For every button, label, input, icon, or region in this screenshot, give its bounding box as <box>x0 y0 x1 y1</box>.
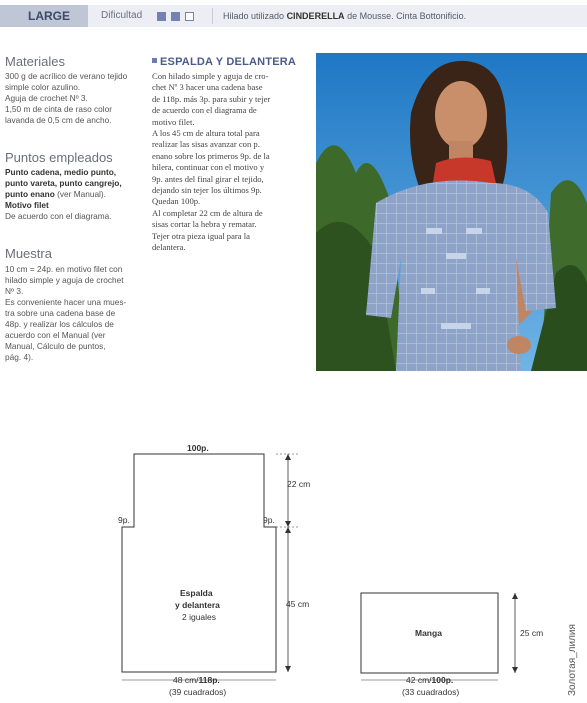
text-line: (ver Manual). <box>57 189 106 199</box>
piece-count: 2 iguales <box>182 612 217 622</box>
text-line: hilado simple y aguja de crochet <box>5 275 124 285</box>
right-decrease-label: 9p. <box>263 515 275 525</box>
sleeve-name: Manga <box>415 628 442 638</box>
watermark-text <box>565 588 579 698</box>
muestra-text <box>5 264 145 363</box>
piece-name-line1: Espalda <box>180 588 213 598</box>
materiales-heading: Materiales <box>5 54 65 69</box>
text-line: De acuerdo con el diagrama. <box>5 211 112 221</box>
text-line: Tejer otra pieza igual para la <box>152 230 250 241</box>
model-photo <box>316 53 587 371</box>
schematic-diagram <box>0 430 587 700</box>
text-line: chet Nº 3 hacer una cadena base <box>152 82 263 93</box>
text-line: 300 g de acrílico de verano tejido <box>5 71 128 81</box>
puntos-heading: Puntos empleados <box>5 150 113 165</box>
text-line: de 118p. más 3p. para subir y tejer <box>152 93 271 104</box>
text-line: acuerdo con el Manual (ver <box>5 330 106 340</box>
text-line: Nº 3. <box>5 286 24 296</box>
text-line: motivo filet. <box>152 116 195 127</box>
difficulty-square-filled <box>157 12 166 21</box>
watermark-label: Золотая_лилия <box>567 624 578 696</box>
body-height-label: 45 cm <box>286 599 310 609</box>
text-line: pág. 4). <box>5 352 34 362</box>
text-line: 9p. antes del final girar el tejido, <box>152 173 264 184</box>
sleeve-cm: 42 cm/ <box>406 675 432 685</box>
text-line: Con hilado simple y aguja de cro- <box>152 71 269 81</box>
espalda-text <box>152 71 292 254</box>
text-line: tra sobre una cadena base de <box>5 308 116 318</box>
text-line: 48p. y realizar los cálculos de <box>5 319 114 329</box>
bottom-width-label <box>173 675 220 685</box>
yarn-prefix: Hilado utilizado <box>223 11 285 21</box>
text-line: Quedan 100p. <box>152 196 201 207</box>
text-line: de acuerdo con el diagrama de <box>152 105 257 116</box>
yarn-info <box>223 5 466 27</box>
espalda-heading: ESPALDA Y DELANTERA <box>152 56 296 68</box>
difficulty-label: Dificultad <box>101 10 143 21</box>
top-width-label: 100p. <box>187 443 209 453</box>
piece-name-line2: y delantera <box>175 600 220 610</box>
text-line: delantera. <box>152 242 186 253</box>
text-line: punto enano <box>5 189 55 199</box>
text-line: Aguja de crochet Nº 3. <box>5 93 88 103</box>
sleeve-stitches: 100p. <box>431 675 454 685</box>
size-badge: LARGE <box>0 5 88 27</box>
sleeve-squares-label: (33 cuadrados) <box>402 687 460 697</box>
text-line: punto vareta, punto cangrejo, <box>5 178 122 188</box>
yarn-name: CINDERELLA <box>286 11 345 21</box>
bottom-stitches: 118p. <box>198 675 220 685</box>
bottom-squares-label: (39 cuadrados) <box>169 687 227 697</box>
sleeve-width-label <box>406 675 453 685</box>
header-bar <box>0 5 587 27</box>
text-line: sisas cortar la hebra y rematar. <box>152 219 257 230</box>
text-line: dejando sin tejer los últimos 9p. <box>152 185 262 196</box>
difficulty-square-empty <box>185 12 194 21</box>
text-line: 1,50 m de cinta de raso color <box>5 104 112 114</box>
text-line: 10 cm = 24p. en motivo filet con <box>5 264 123 274</box>
difficulty-square-filled <box>171 12 180 21</box>
puntos-text <box>5 167 145 222</box>
sleeve-height-label: 25 cm <box>520 628 544 638</box>
left-decrease-label: 9p. <box>118 515 130 525</box>
muestra-heading: Muestra <box>5 246 52 261</box>
bottom-cm: 48 cm/ <box>173 675 199 685</box>
materiales-text <box>5 71 145 126</box>
text-line: realizar las sisas avanzar con p. <box>152 139 260 150</box>
text-line: Punto cadena, medio punto, <box>5 167 117 177</box>
text-line: Manual, Cálculo de puntos, <box>5 341 106 351</box>
text-line: Al completar 22 cm de altura de <box>152 207 263 218</box>
text-line: enano sobre los primeros 9p. de la <box>152 150 270 161</box>
yarn-rest: de Mousse. Cinta Bottonificio. <box>347 11 467 21</box>
text-line: hilera, continuar con el motivo y <box>152 162 265 173</box>
text-line: A los 45 cm de altura total para <box>152 128 260 139</box>
text-line: Motivo filet <box>5 200 49 210</box>
header-divider <box>212 8 213 24</box>
text-line: lavanda de 0,5 cm de ancho. <box>5 115 112 125</box>
text-line: Es conveniente hacer una mues- <box>5 297 127 307</box>
armhole-height-label: 22 cm <box>287 479 311 489</box>
text-line: simple color azulino. <box>5 82 81 92</box>
